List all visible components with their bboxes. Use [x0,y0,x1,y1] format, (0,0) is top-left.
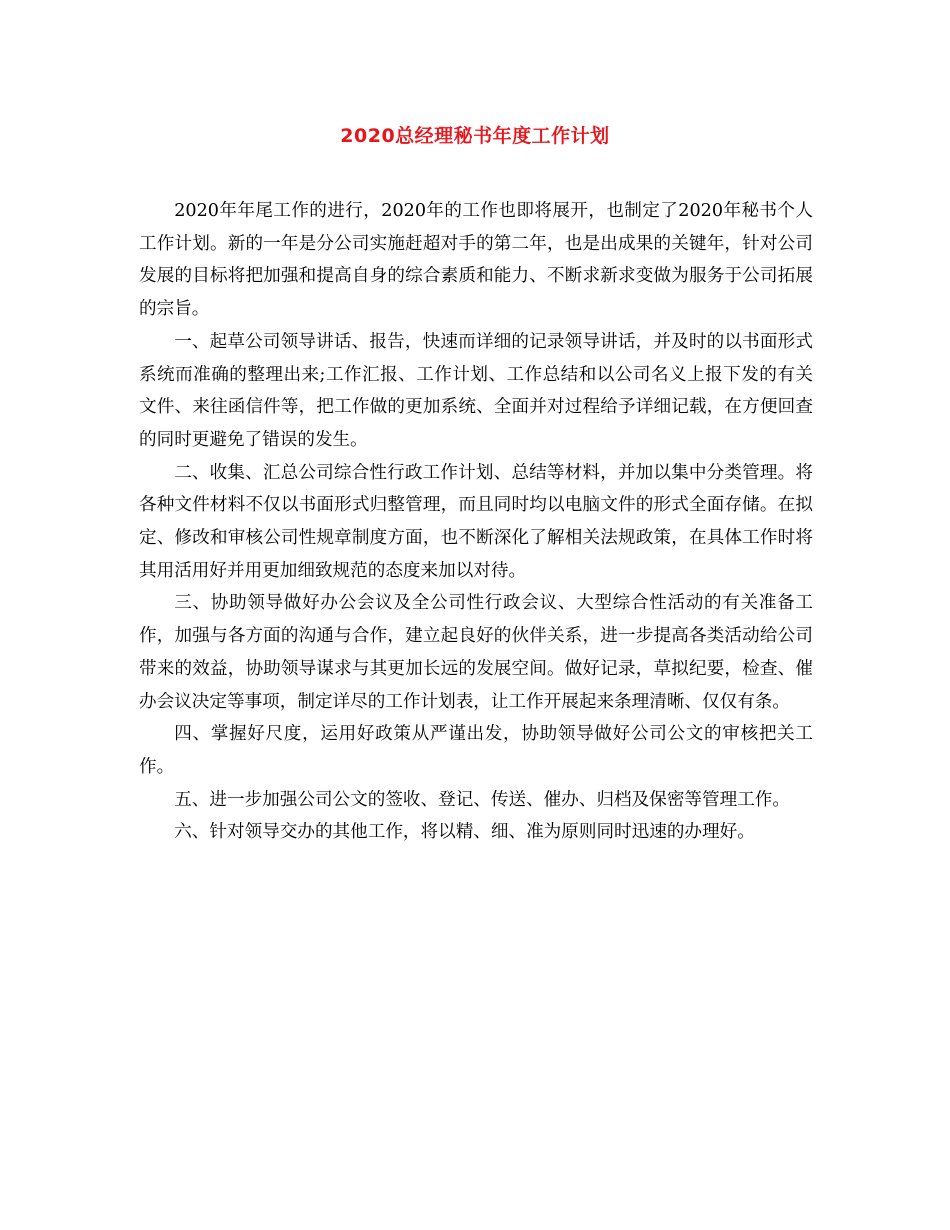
paragraph-item-1: 一、起草公司领导讲话、报告，快速而详细的记录领导讲话，并及时的以书面形式系统而准确的整理出来;工作汇报、工作计划、工作总结和以公司名义上报下发的有关文件、来往函信件等，把工作做的更加系统、全面并对过程给予详细记载，在方便回查的同时更避免了错误的发生。 [139,331,813,450]
paragraph-item-4: 四、掌握好尺度，运用好政策从严谨出发，协助领导做好公司公文的审核把关工作。 [139,724,813,777]
paragraph-item-5: 五、进一步加强公司公文的签收、登记、传送、催办、归档及保密等管理工作。 [174,789,790,810]
document-title: 2020总经理秘书年度工作计划 [340,125,610,147]
paragraph-item-2: 二、收集、汇总公司综合性行政工作计划、总结等材料，并加以集中分类管理。将各种文件材料不仅以书面形式归整管理，而且同时均以电脑文件的形式全面存储。在拟定、修改和审核公司性规章制度方面，也不断深化了解相关法规政策，在具体工作时将其用活用好并用更加细致规范的态度来加以对待。 [139,462,813,581]
paragraph-intro: 2020年年尾工作的进行，2020年的工作也即将展开，也制定了2020年秘书个人工作计划。新的一年是分公司实施赶超对手的第二年，也是出成果的关键年，针对公司发展的目标将把加强和提高自身的综合素质和能力、不断求新求变做为服务于公司拓展的宗旨。 [139,201,813,320]
paragraph-item-6: 六、针对领导交办的其他工作，将以精、细、准为原则同时迅速的办理好。 [174,822,755,843]
document-body [139,195,813,849]
paragraph-item-3: 三、协助领导做好办公会议及全公司性行政会议、大型综合性活动的有关准备工作，加强与各方面的沟通与合作，建立起良好的伙伴关系，进一步提高各类活动给公司带来的效益，协助领导谋求与其更加长远的发展空间。做好记录，草拟纪要，检查、催办会议决定等事项，制定详尽的工作计划表，让工作开展起来条理清晰、仅仅有条。 [139,593,813,712]
